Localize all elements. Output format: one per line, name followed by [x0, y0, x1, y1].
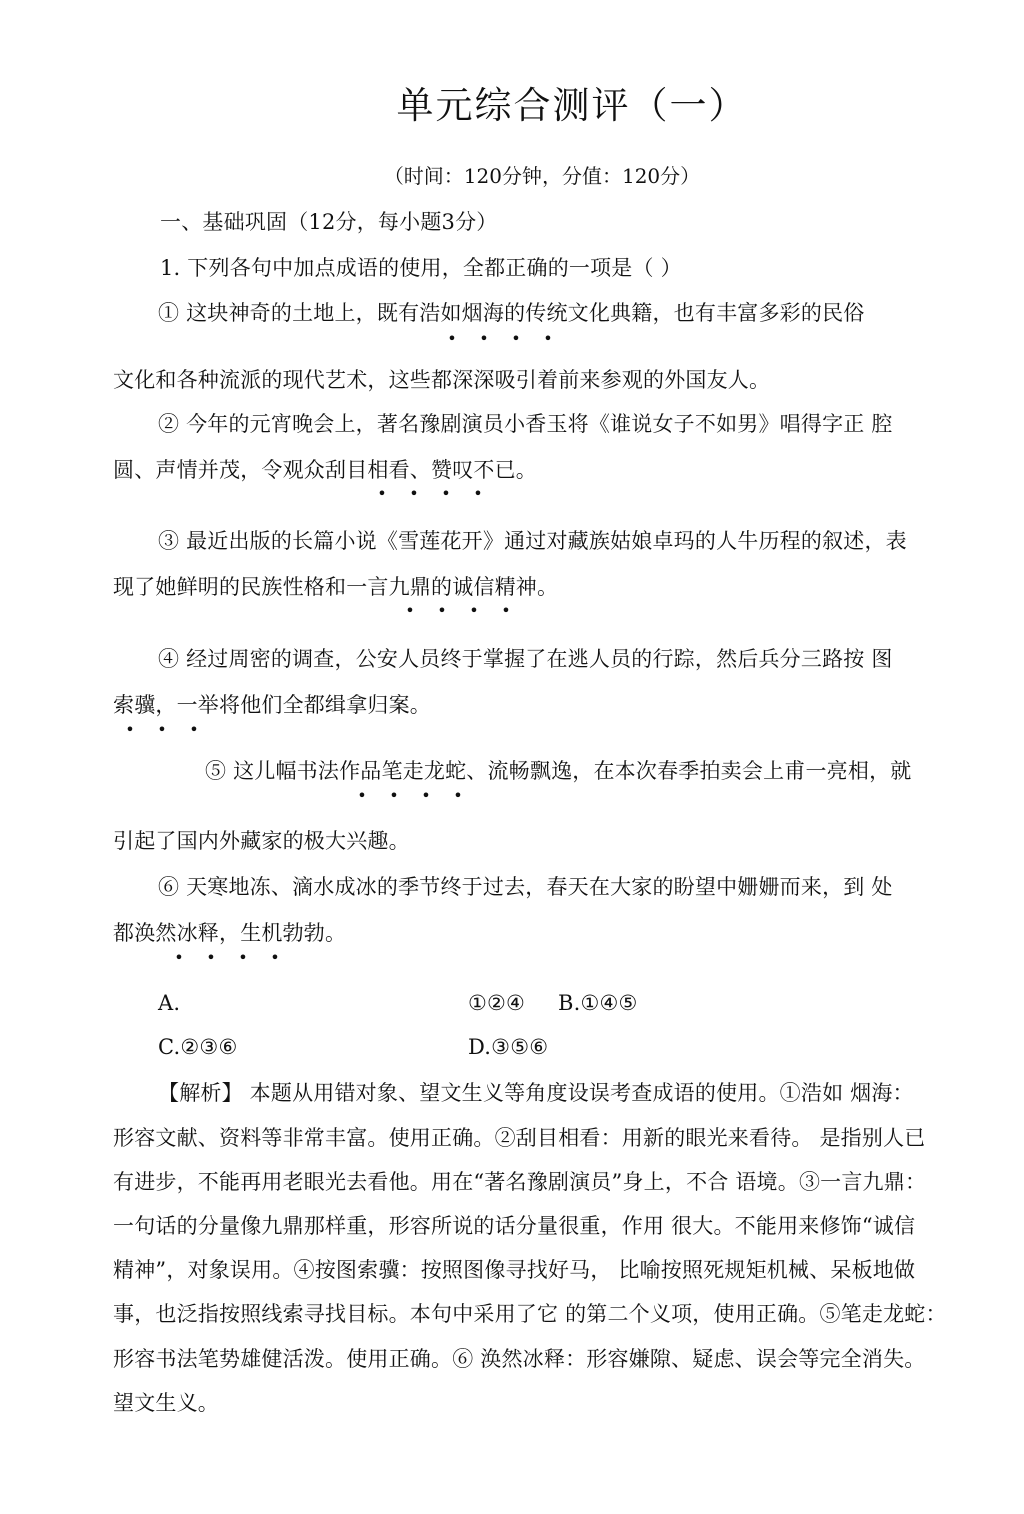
sentence-5-line-1: ⑤ 这儿幅书法作品笔走龙蛇、流畅飘逸，在本次春季拍卖会上甫一亮相，就	[205, 759, 912, 783]
emphasis-dot: •	[469, 601, 479, 620]
emphasis-dot: •	[437, 601, 447, 620]
question-stem: 1. 下列各句中加点成语的使用，全都正确的一项是（ ）	[160, 256, 682, 280]
sentence-1-line-1: ① 这块神奇的土地上，既有浩如烟海的传统文化典籍，也有丰富多彩的民俗	[158, 301, 865, 325]
page-subtitle: （时间：120分钟，分值：120分）	[383, 164, 701, 188]
emphasis-dots-5	[346, 788, 474, 804]
section-heading: 一、基础巩固（12分，每小题3分）	[160, 210, 498, 234]
sentence-4-line-1: ④ 经过周密的调查，公安人员终于掌握了在逃人员的行踪，然后兵分三路按 图	[158, 647, 893, 671]
emphasis-dots-6	[163, 950, 291, 966]
emphasis-dot: •	[377, 484, 387, 503]
sentence-3-line-1: ③ 最近出版的长篇小说《雪莲花开》通过对藏族姑娘卓玛的人牛历程的叙述，表	[158, 529, 907, 553]
sentence-1-line-2: 文化和各种流派的现代艺术，这些都深深吸引着前来参观的外国友人。	[113, 368, 771, 392]
sentence-3-line-2: 现了她鲜明的民族性格和一言九鼎的诚信精神。	[113, 575, 559, 599]
sentence-2-line-1: ② 今年的元宵晚会上，著名豫剧演员小香玉将《谁说女子不如男》唱得字正 腔	[158, 412, 893, 436]
sentence-6-line-2: 都涣然冰释，生机勃勃。	[113, 921, 347, 945]
analysis-line-7: 形容书法笔势雄健活泼。使用正确。⑥ 涣然冰释：形容嫌隙、疑虑、误会等完全消失。	[113, 1347, 926, 1371]
emphasis-dot: •	[511, 329, 521, 348]
option-a-label: A.	[158, 991, 181, 1015]
analysis-line-6: 事，也泛指按照线索寻找目标。本句中采用了它 的第二个义项，使用正确。⑤笔走龙蛇：	[113, 1302, 947, 1326]
sentence-4-line-2: 索骥，一举将他们全都缉拿归案。	[113, 693, 431, 717]
emphasis-dots-4	[114, 722, 210, 738]
emphasis-dot: •	[125, 720, 135, 739]
emphasis-dot: •	[447, 329, 457, 348]
emphasis-dots-3	[394, 603, 522, 619]
emphasis-dot: •	[421, 786, 431, 805]
emphasis-dot: •	[441, 484, 451, 503]
analysis-line-1: 【解析】 本题从用错对象、望文生义等角度设误考查成语的使用。①浩如 烟海：	[158, 1081, 914, 1105]
analysis-line-5: 精神”，对象误用。④按图索骥：按照图像寻找好马， 比喻按照死规矩机械、呆板地做	[113, 1258, 916, 1282]
emphasis-dot: •	[501, 601, 511, 620]
analysis-line-4: 一句话的分量像九鼎那样重，形容所说的话分量很重，作用 很大。不能用来修饰“诚信	[113, 1214, 916, 1238]
emphasis-dot: •	[543, 329, 553, 348]
emphasis-dot: •	[473, 484, 483, 503]
emphasis-dot: •	[479, 329, 489, 348]
emphasis-dot: •	[157, 720, 167, 739]
emphasis-dot: •	[174, 948, 184, 967]
emphasis-dot: •	[238, 948, 248, 967]
emphasis-dot: •	[189, 720, 199, 739]
emphasis-dot: •	[453, 786, 463, 805]
sentence-2-line-2: 圆、声情并茂，令观众刮目相看、赞叹不已。	[113, 458, 537, 482]
option-b: B.①④⑤	[558, 991, 638, 1015]
page-title: 单元综合测评（一）	[396, 84, 748, 127]
emphasis-dot: •	[405, 601, 415, 620]
sentence-5-line-2: 引起了国内外藏家的极大兴趣。	[113, 829, 410, 853]
analysis-line-2: 形容文献、资料等非常丰富。使用正确。②刮目相看：用新的眼光来看待。 是指别人已	[113, 1126, 926, 1150]
sentence-6-line-1: ⑥ 天寒地冻、滴水成冰的季节终于过去，春天在大家的盼望中姗姗而来，到 处	[158, 875, 893, 899]
option-d: D.③⑤⑥	[468, 1035, 549, 1059]
emphasis-dot: •	[389, 786, 399, 805]
emphasis-dot: •	[270, 948, 280, 967]
emphasis-dot: •	[409, 484, 419, 503]
emphasis-dot: •	[357, 786, 367, 805]
analysis-line-8: 望文生义。	[113, 1391, 219, 1415]
emphasis-dots-2	[366, 486, 494, 502]
emphasis-dot: •	[206, 948, 216, 967]
option-a-value: ①②④	[468, 991, 526, 1015]
option-c: C.②③⑥	[158, 1035, 238, 1059]
analysis-line-3: 有进步，不能再用老眼光去看他。用在“著名豫剧演员”身上，不合 语境。③一言九鼎：	[113, 1170, 927, 1194]
emphasis-dots-1	[436, 331, 564, 347]
